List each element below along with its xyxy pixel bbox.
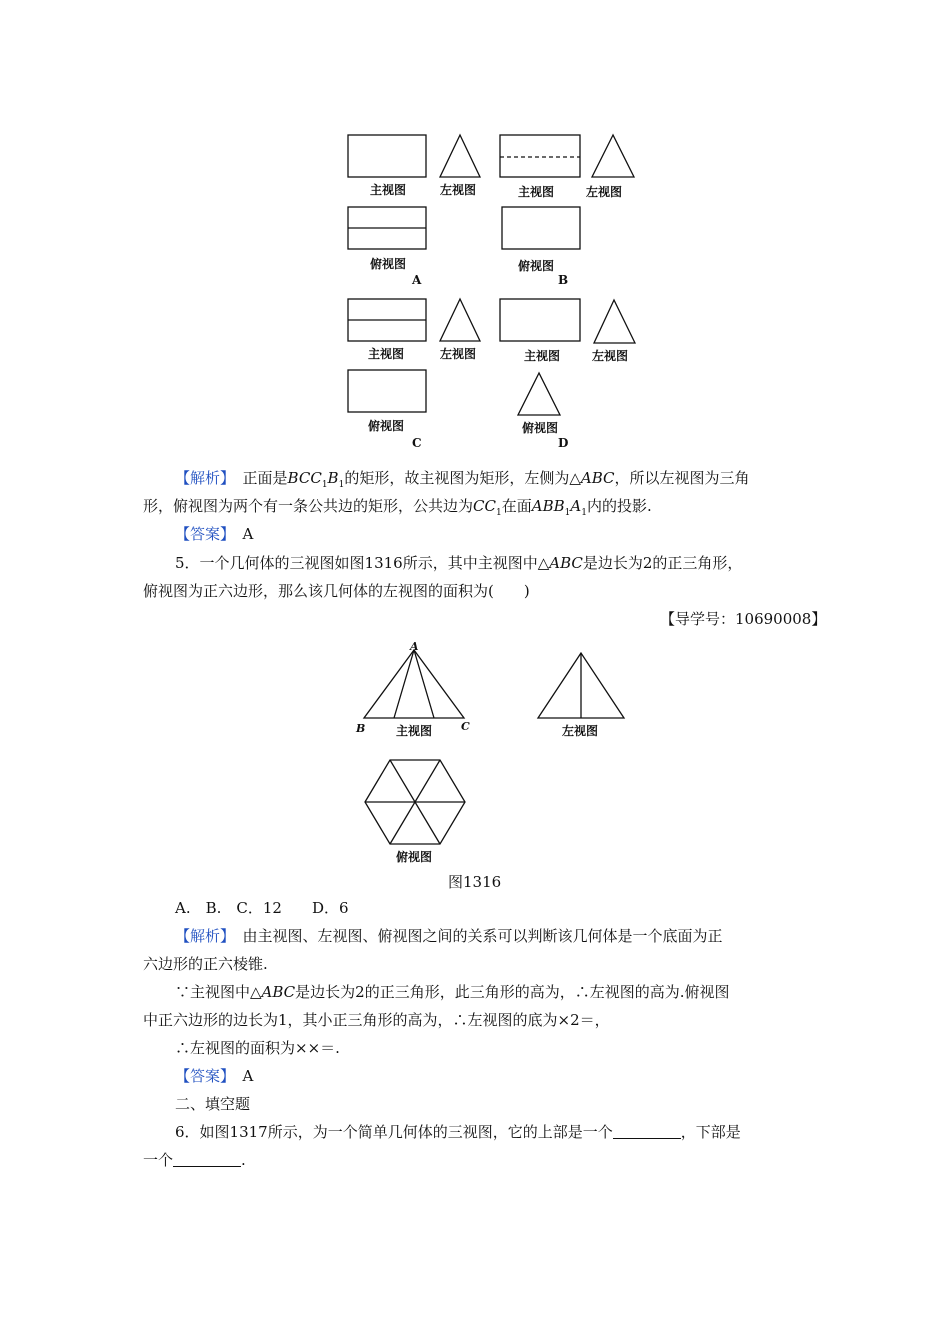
q5-three-view-figure [350,640,640,890]
q4-answer-tag: 【答案】 [175,525,228,543]
q5-text: 由主视图、左视图、俯视图之间的关系可以判断该几何体是一个底面为正 [242,927,723,945]
q5-analysis-line-3 [175,982,730,1002]
q5-math: ABC [549,554,583,572]
option-d-side-label: 左视图 [592,349,629,363]
option-b-front-label: 主视图 [518,185,555,199]
option-a-side-label: 左视图 [440,183,477,197]
q4-answer-line [175,524,253,544]
q4-sub: 1 [495,508,502,518]
option-d-front-label: 主视图 [524,349,561,363]
option-c-top-label: 俯视图 [368,419,405,433]
q5-math: ABC [261,983,296,1001]
q6-text: ，下部是 [680,1123,741,1141]
vertex-b-label: B [356,722,366,735]
q5-analysis-line-1 [175,926,723,946]
q5-answer-tag: 【答案】 [175,1067,228,1085]
q5-stem-line-1 [175,553,742,573]
q6-text: 6．如图1317所示，为一个简单几何体的三视图，它的上部是一个 [175,1123,613,1141]
q4-math: BCC [287,469,322,487]
q5-answer: A [242,1067,254,1085]
q5-top-view-label: 俯视图 [396,850,433,864]
q4-math: CC [473,497,496,515]
q4-sub: 1 [321,480,328,490]
option-d-letter: D [558,436,569,450]
q4-analysis-tag: 【解析】 [175,469,228,487]
q6-line-1 [175,1122,741,1142]
q5-side-view-label: 左视图 [562,724,599,738]
q5-front-view-label: 主视图 [396,724,433,738]
option-b-side-label: 左视图 [586,185,623,199]
q5-analysis-line-2: 六边形的正六棱锥. [143,955,268,973]
option-c-side-label: 左视图 [440,347,477,361]
option-d-top-label: 俯视图 [522,421,559,435]
option-a-front-label: 主视图 [370,183,407,197]
q4-sub: 1 [564,508,571,518]
option-a-letter: A [412,273,422,287]
option-c-letter: C [412,436,422,450]
q4-math: ABC [580,469,615,487]
q5-answer-line [175,1066,253,1086]
q4-text: 在面 [501,497,532,515]
vertex-a-label: A [410,640,419,653]
q6-text: 一个 [143,1151,174,1169]
vertex-c-label: C [461,720,470,733]
q4-analysis-line-1 [175,468,750,495]
q6-blank-2[interactable] [173,1152,241,1167]
option-b-letter: B [558,273,569,287]
q4-math: ABB [531,497,565,515]
q4-text: 的矩形，故主视图为矩形，左侧为△ [344,469,581,487]
q5-stem-line-2: 俯视图为正六边形，那么该几何体的左视图的面积为( ) [143,582,530,600]
option-c-front-label: 主视图 [368,347,405,361]
q4-math: B [327,469,339,487]
q4-math: A [570,497,582,515]
three-view-options-figure [330,125,650,455]
q4-text: 正面是 [242,469,288,487]
q4-analysis-line-2 [143,496,652,523]
q4-sub: 1 [581,508,587,518]
q5-options: A. B. C．12 D．6 [175,899,349,917]
q6-text: . [241,1151,246,1169]
option-b-top-label: 俯视图 [518,259,555,273]
section-heading: 二、填空题 [175,1095,251,1113]
q4-text: 内的投影. [586,497,652,515]
q5-figure-caption: 图1316 [448,873,502,891]
option-a-top-label: 俯视图 [370,257,407,271]
three-view-options-drawing [330,125,650,455]
q5-three-view-drawing [350,640,640,870]
q4-sub: 1 [338,480,345,490]
q5-text: 是边长为2的正三角形， [582,554,743,572]
q5-text: ∵主视图中△ [175,983,262,1001]
q5-text: 5．一个几何体的三视图如图1316所示，其中主视图中△ [175,554,550,572]
q6-blank-1[interactable] [613,1124,681,1139]
q6-line-2 [143,1150,246,1170]
q5-guide-number: 【导学号：10690008】 [660,610,827,628]
q5-analysis-line-4: 中正六边形的边长为1，其小正三角形的高为，∴左视图的底为×2＝， [143,1011,610,1029]
q5-analysis-line-5: ∴左视图的面积为××＝. [175,1039,340,1057]
q4-text: 形，俯视图为两个有一条公共边的矩形，公共边为 [143,497,474,515]
q5-text: 是边长为2的正三角形，此三角形的高为，∴左视图的高为.俯视图 [295,983,730,1001]
q4-answer: A [242,525,254,543]
q5-analysis-tag: 【解析】 [175,927,228,945]
q4-text: ，所以左视图为三角 [614,469,750,487]
